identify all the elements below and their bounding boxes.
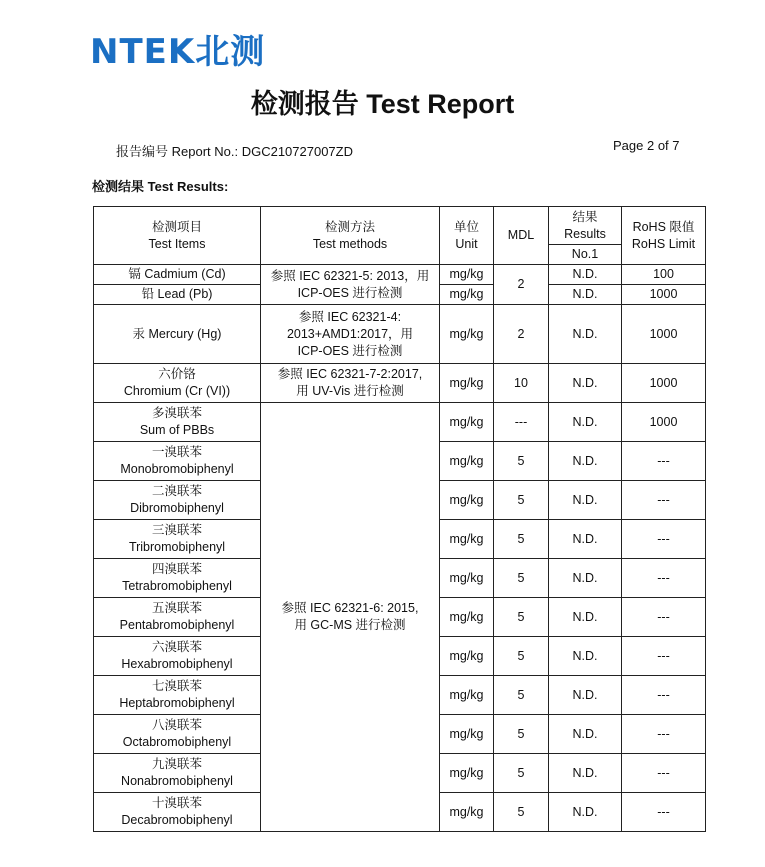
mdl-cell: 5	[494, 676, 549, 715]
report-number: 报告编号 Report No.: DGC210727007ZD	[116, 144, 353, 159]
mdl-cell: 10	[494, 364, 549, 403]
unit-cell: mg/kg	[440, 285, 494, 305]
limit-cell: ---	[622, 559, 706, 598]
result-cell: N.D.	[549, 442, 622, 481]
test-method-cell: 参照 IEC 62321-4: 2013+AMD1:2017，用 ICP-OES 进行检测	[261, 305, 440, 364]
page-title: 检测报告 Test Report	[250, 89, 515, 119]
result-cell: N.D.	[549, 715, 622, 754]
test-method-cell: 参照 IEC 62321-7-2:2017, 用 UV-Vis 进行检测	[261, 364, 440, 403]
test-item-cell: 铅 Lead (Pb)	[94, 285, 261, 305]
mdl-cell: 5	[494, 481, 549, 520]
ntek-logo: NTEK北测	[90, 32, 266, 72]
test-item-cell: 七溴联苯 Heptabromobiphenyl	[94, 676, 261, 715]
table-row	[94, 265, 706, 285]
limit-cell: ---	[622, 598, 706, 637]
limit-cell: ---	[622, 442, 706, 481]
mdl-cell: 5	[494, 520, 549, 559]
mdl-cell: 2	[494, 265, 549, 305]
mdl-cell: 2	[494, 305, 549, 364]
test-item-cell: 九溴联苯 Nonabromobiphenyl	[94, 754, 261, 793]
header-row	[94, 207, 706, 245]
header-mdl: MDL	[494, 207, 549, 265]
test-item-cell: 三溴联苯 Tribromobiphenyl	[94, 520, 261, 559]
test-item-cell: 镉 Cadmium (Cd)	[94, 265, 261, 285]
limit-cell: 1000	[622, 403, 706, 442]
limit-cell: 1000	[622, 305, 706, 364]
mdl-cell: ---	[494, 403, 549, 442]
unit-cell: mg/kg	[440, 403, 494, 442]
test-item-cell: 八溴联苯 Octabromobiphenyl	[94, 715, 261, 754]
table-row	[94, 364, 706, 403]
result-cell: N.D.	[549, 285, 622, 305]
test-item-cell: 汞 Mercury (Hg)	[94, 305, 261, 364]
unit-cell: mg/kg	[440, 676, 494, 715]
unit-cell: mg/kg	[440, 442, 494, 481]
limit-cell: 1000	[622, 285, 706, 305]
result-cell: N.D.	[549, 559, 622, 598]
limit-cell: 1000	[622, 364, 706, 403]
limit-cell: ---	[622, 715, 706, 754]
test-item-cell: 一溴联苯 Monobromobiphenyl	[94, 442, 261, 481]
unit-cell: mg/kg	[440, 598, 494, 637]
result-cell: N.D.	[549, 676, 622, 715]
mdl-cell: 5	[494, 637, 549, 676]
test-item-cell: 二溴联苯 Dibromobiphenyl	[94, 481, 261, 520]
header-rohs-limit: RoHS 限值 RoHS Limit	[622, 207, 706, 265]
test-method-cell: 参照 IEC 62321-6: 2015, 用 GC-MS 进行检测	[261, 403, 440, 832]
test-item-cell: 六价铬 Chromium (Cr (VI))	[94, 364, 261, 403]
result-cell: N.D.	[549, 481, 622, 520]
limit-cell: 100	[622, 265, 706, 285]
mdl-cell: 5	[494, 715, 549, 754]
unit-cell: mg/kg	[440, 364, 494, 403]
mdl-cell: 5	[494, 442, 549, 481]
result-cell: N.D.	[549, 793, 622, 832]
result-cell: N.D.	[549, 265, 622, 285]
limit-cell: ---	[622, 793, 706, 832]
test-method-cell: 参照 IEC 62321-5: 2013，用 ICP-OES 进行检测	[261, 265, 440, 305]
header-results-no1: No.1	[549, 245, 622, 265]
mdl-cell: 5	[494, 754, 549, 793]
results-heading: 检测结果 Test Results:	[92, 179, 229, 194]
result-cell: N.D.	[549, 754, 622, 793]
test-item-cell: 十溴联苯 Decabromobiphenyl	[94, 793, 261, 832]
unit-cell: mg/kg	[440, 793, 494, 832]
test-item-cell: 六溴联苯 Hexabromobiphenyl	[94, 637, 261, 676]
table-row	[94, 403, 706, 442]
result-cell: N.D.	[549, 364, 622, 403]
mdl-cell: 5	[494, 598, 549, 637]
test-item-cell: 多溴联苯 Sum of PBBs	[94, 403, 261, 442]
header-test-methods: 检测方法 Test methods	[261, 207, 440, 265]
mdl-cell: 5	[494, 559, 549, 598]
results-table	[93, 206, 706, 832]
limit-cell: ---	[622, 676, 706, 715]
limit-cell: ---	[622, 754, 706, 793]
page-number: Page 2 of 7	[613, 138, 680, 153]
unit-cell: mg/kg	[440, 559, 494, 598]
unit-cell: mg/kg	[440, 520, 494, 559]
unit-cell: mg/kg	[440, 637, 494, 676]
mdl-cell: 5	[494, 793, 549, 832]
limit-cell: ---	[622, 520, 706, 559]
unit-cell: mg/kg	[440, 715, 494, 754]
test-item-cell: 五溴联苯 Pentabromobiphenyl	[94, 598, 261, 637]
header-unit: 单位 Unit	[440, 207, 494, 265]
limit-cell: ---	[622, 481, 706, 520]
unit-cell: mg/kg	[440, 754, 494, 793]
unit-cell: mg/kg	[440, 305, 494, 364]
limit-cell: ---	[622, 637, 706, 676]
result-cell: N.D.	[549, 403, 622, 442]
result-cell: N.D.	[549, 637, 622, 676]
test-item-cell: 四溴联苯 Tetrabromobiphenyl	[94, 559, 261, 598]
result-cell: N.D.	[549, 598, 622, 637]
unit-cell: mg/kg	[440, 481, 494, 520]
unit-cell: mg/kg	[440, 265, 494, 285]
result-cell: N.D.	[549, 305, 622, 364]
header-results: 结果 Results	[549, 207, 622, 245]
header-test-items: 检测项目 Test Items	[94, 207, 261, 265]
result-cell: N.D.	[549, 520, 622, 559]
table-row	[94, 305, 706, 364]
